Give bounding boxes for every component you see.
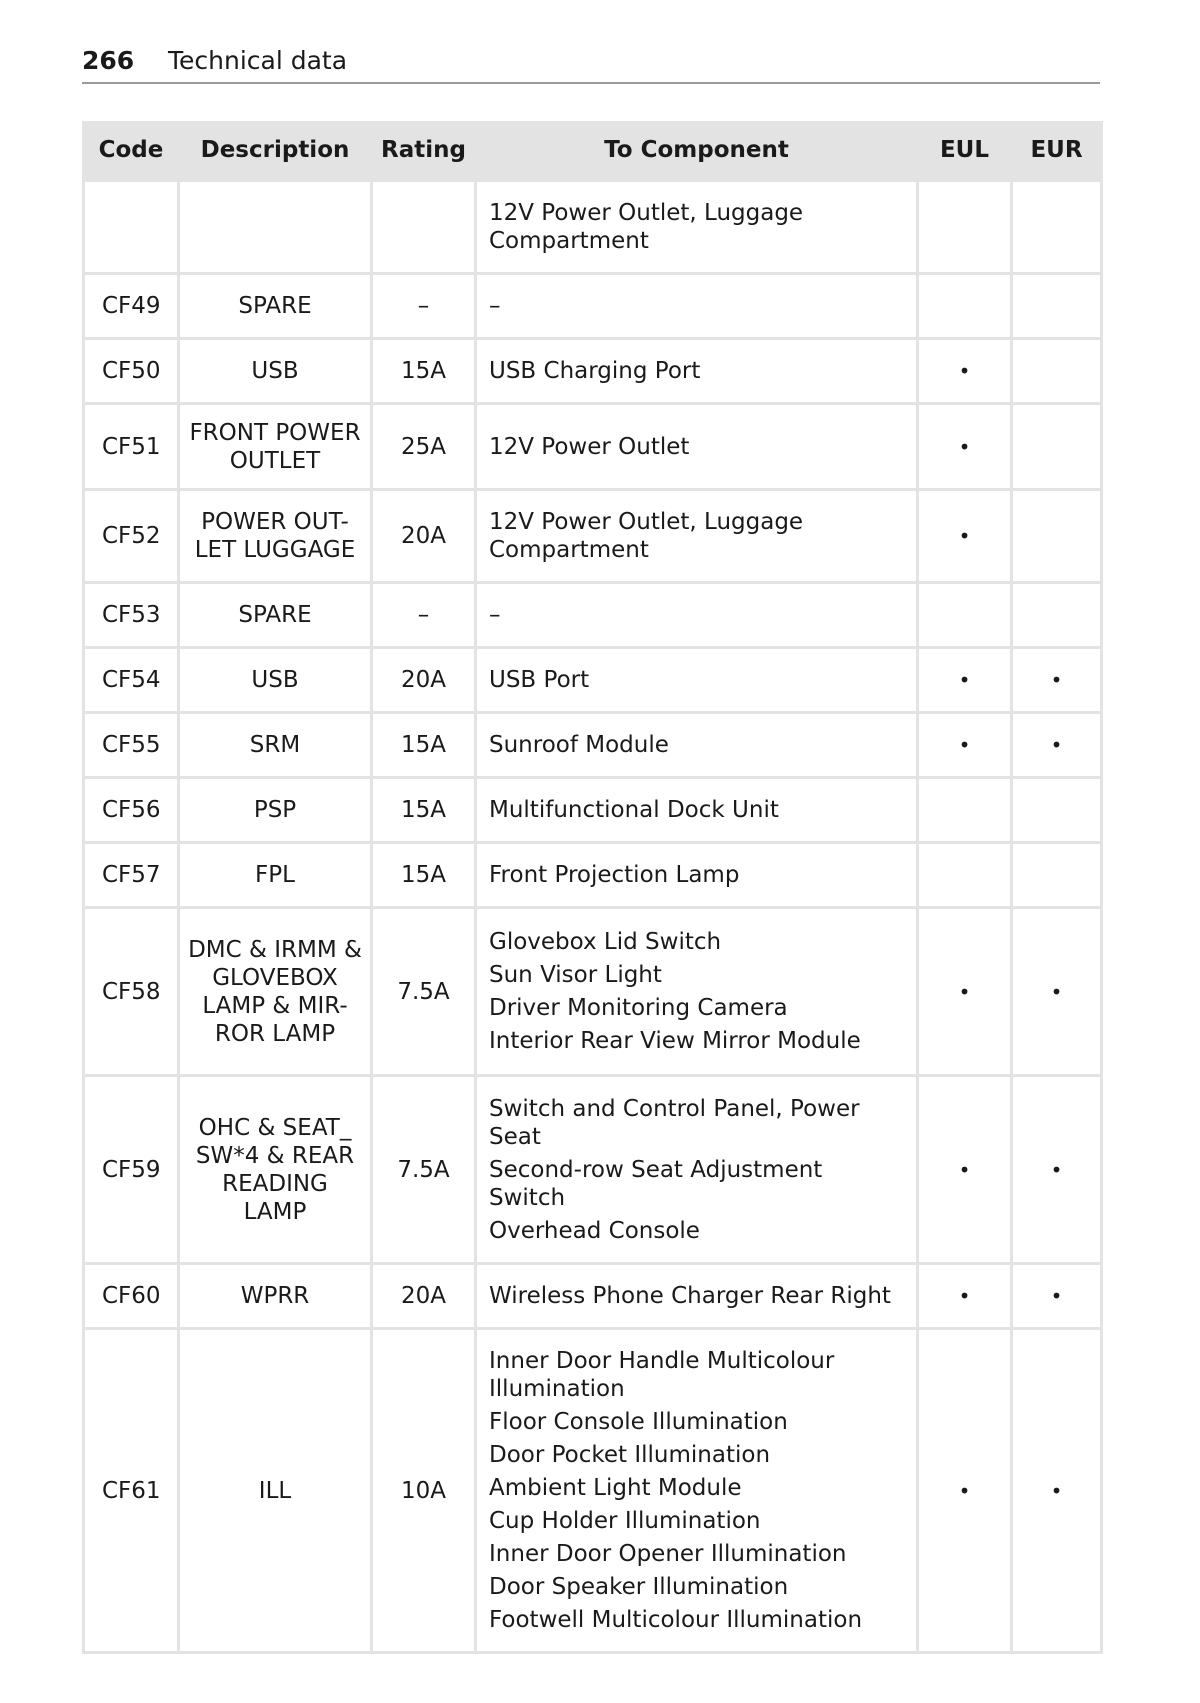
table-row: [84, 274, 1102, 339]
page-header: [82, 46, 1100, 84]
cell-code: [84, 181, 179, 274]
cell-description: USB: [179, 339, 372, 404]
component-line: Wireless Phone Charger Rear Right: [489, 1283, 891, 1309]
cell-eur: •: [1012, 713, 1102, 778]
cell-component: [476, 274, 918, 339]
table-row: [84, 339, 1102, 404]
cell-rating: 15A: [372, 339, 476, 404]
cell-component: [476, 908, 918, 1076]
table-row: [84, 181, 1102, 274]
cell-component: [476, 1264, 918, 1329]
cell-component: [476, 583, 918, 648]
cell-component: [476, 181, 918, 274]
cell-eul: •: [918, 908, 1012, 1076]
table-row: [84, 1329, 1102, 1653]
page-title: Technical data: [168, 46, 348, 75]
cell-rating: 25A: [372, 404, 476, 490]
cell-description: [179, 181, 372, 274]
component-line: 12V Power Outlet: [489, 433, 690, 460]
component-line: Glovebox Lid Switch: [489, 929, 722, 955]
cell-description: DMC & IRMM & GLOVEBOX LAMP & MIR-ROR LAMP: [179, 908, 372, 1076]
cell-code: CF57: [84, 843, 179, 908]
cell-rating: 10A: [372, 1329, 476, 1653]
component-line: Door Speaker Illumination: [489, 1574, 789, 1600]
component-line: USB Charging Port: [489, 358, 701, 384]
cell-eur: [1012, 843, 1102, 908]
cell-code: CF52: [84, 490, 179, 583]
cell-eur: [1012, 490, 1102, 583]
table-row: [84, 648, 1102, 713]
cell-description: PSP: [179, 778, 372, 843]
cell-rating: [372, 181, 476, 274]
cell-component: [476, 490, 918, 583]
cell-component: [476, 404, 918, 490]
cell-eul: •: [918, 490, 1012, 583]
component-line: Sunroof Module: [489, 732, 669, 758]
cell-code: CF53: [84, 583, 179, 648]
column-header-component: To Component: [476, 121, 918, 181]
cell-eur: [1012, 339, 1102, 404]
table-row: [84, 583, 1102, 648]
cell-code: CF55: [84, 713, 179, 778]
cell-rating: 15A: [372, 778, 476, 843]
component-line: Floor Console Illumination: [489, 1409, 788, 1435]
cell-description: FRONT POWER OUTLET: [179, 404, 372, 490]
table-row: [84, 843, 1102, 908]
column-header-description: Description: [179, 121, 372, 181]
cell-rating: 7.5A: [372, 908, 476, 1076]
table-row: [84, 1076, 1102, 1264]
table-row: [84, 908, 1102, 1076]
cell-eul: [918, 274, 1012, 339]
cell-description: SPARE: [179, 583, 372, 648]
cell-eur: •: [1012, 1076, 1102, 1264]
table-row: [84, 1264, 1102, 1329]
cell-description: OHC & SEAT_ SW*4 & REAR READING LAMP: [179, 1076, 372, 1264]
cell-rating: 7.5A: [372, 1076, 476, 1264]
component-line: Ambient Light Module: [489, 1475, 742, 1501]
component-line: 12V Power Outlet, Luggage Compartment: [489, 509, 804, 563]
cell-code: CF56: [84, 778, 179, 843]
table-row: [84, 490, 1102, 583]
cell-description: WPRR: [179, 1264, 372, 1329]
cell-description: SRM: [179, 713, 372, 778]
cell-eul: •: [918, 339, 1012, 404]
component-line: Door Pocket Illumination: [489, 1442, 771, 1468]
column-header-eur: EUR: [1012, 121, 1102, 181]
cell-description: USB: [179, 648, 372, 713]
component-line: USB Port: [489, 667, 590, 693]
cell-eul: •: [918, 713, 1012, 778]
component-line: Switch and Control Panel, Power Seat: [489, 1095, 860, 1150]
component-line: –: [489, 602, 501, 628]
cell-code: CF59: [84, 1076, 179, 1264]
fuse-table: [82, 121, 1103, 1654]
cell-eul: •: [918, 404, 1012, 490]
table-header: [84, 121, 1102, 181]
cell-eul: •: [918, 648, 1012, 713]
page-number: 266: [82, 46, 135, 75]
column-header-code: Code: [84, 121, 179, 181]
cell-eur: [1012, 181, 1102, 274]
cell-eur: [1012, 778, 1102, 843]
cell-component: [476, 778, 918, 843]
component-line: Cup Holder Illumination: [489, 1508, 761, 1534]
cell-code: CF49: [84, 274, 179, 339]
cell-eul: [918, 583, 1012, 648]
cell-code: CF58: [84, 908, 179, 1076]
cell-code: CF50: [84, 339, 179, 404]
component-line: Inner Door Handle Multicolour Illumination: [489, 1348, 835, 1402]
component-line: Driver Monitoring Camera: [489, 995, 788, 1021]
cell-eul: [918, 181, 1012, 274]
component-line: Inner Door Opener Illumination: [489, 1541, 847, 1567]
cell-eul: [918, 778, 1012, 843]
cell-eul: •: [918, 1264, 1012, 1329]
component-line: Multifunctional Dock Unit: [489, 797, 779, 823]
table-body: [84, 181, 1102, 1653]
cell-code: CF61: [84, 1329, 179, 1653]
table-row: [84, 404, 1102, 490]
column-header-rating: Rating: [372, 121, 476, 181]
cell-eur: [1012, 404, 1102, 490]
cell-component: [476, 1076, 918, 1264]
component-line: Footwell Multicolour Illumination: [489, 1607, 863, 1633]
component-line: Sun Visor Light: [489, 962, 662, 988]
cell-eul: [918, 843, 1012, 908]
component-line: 12V Power Outlet, Luggage Compartment: [489, 200, 804, 254]
component-line: Overhead Console: [489, 1217, 700, 1244]
table-row: [84, 713, 1102, 778]
table-row: [84, 778, 1102, 843]
cell-rating: 20A: [372, 490, 476, 583]
cell-description: POWER OUT-LET LUGGAGE: [179, 490, 372, 583]
cell-rating: 15A: [372, 843, 476, 908]
cell-eur: •: [1012, 1329, 1102, 1653]
cell-code: CF51: [84, 404, 179, 490]
cell-eur: •: [1012, 908, 1102, 1076]
cell-description: SPARE: [179, 274, 372, 339]
cell-description: ILL: [179, 1329, 372, 1653]
column-header-eul: EUL: [918, 121, 1012, 181]
cell-eur: [1012, 274, 1102, 339]
cell-rating: 20A: [372, 1264, 476, 1329]
cell-code: CF60: [84, 1264, 179, 1329]
cell-rating: 15A: [372, 713, 476, 778]
component-line: Interior Rear View Mirror Module: [489, 1028, 861, 1054]
cell-rating: 20A: [372, 648, 476, 713]
cell-eur: •: [1012, 648, 1102, 713]
component-line: Second-row Seat Adjustment Switch: [489, 1156, 823, 1211]
cell-rating: –: [372, 583, 476, 648]
cell-eur: [1012, 583, 1102, 648]
component-line: –: [489, 293, 501, 319]
cell-eur: •: [1012, 1264, 1102, 1329]
cell-eul: •: [918, 1076, 1012, 1264]
cell-component: [476, 648, 918, 713]
component-line: Front Projection Lamp: [489, 862, 740, 888]
cell-description: FPL: [179, 843, 372, 908]
cell-rating: –: [372, 274, 476, 339]
cell-component: [476, 843, 918, 908]
cell-code: CF54: [84, 648, 179, 713]
cell-eul: •: [918, 1329, 1012, 1653]
cell-component: [476, 1329, 918, 1653]
cell-component: [476, 339, 918, 404]
cell-component: [476, 713, 918, 778]
